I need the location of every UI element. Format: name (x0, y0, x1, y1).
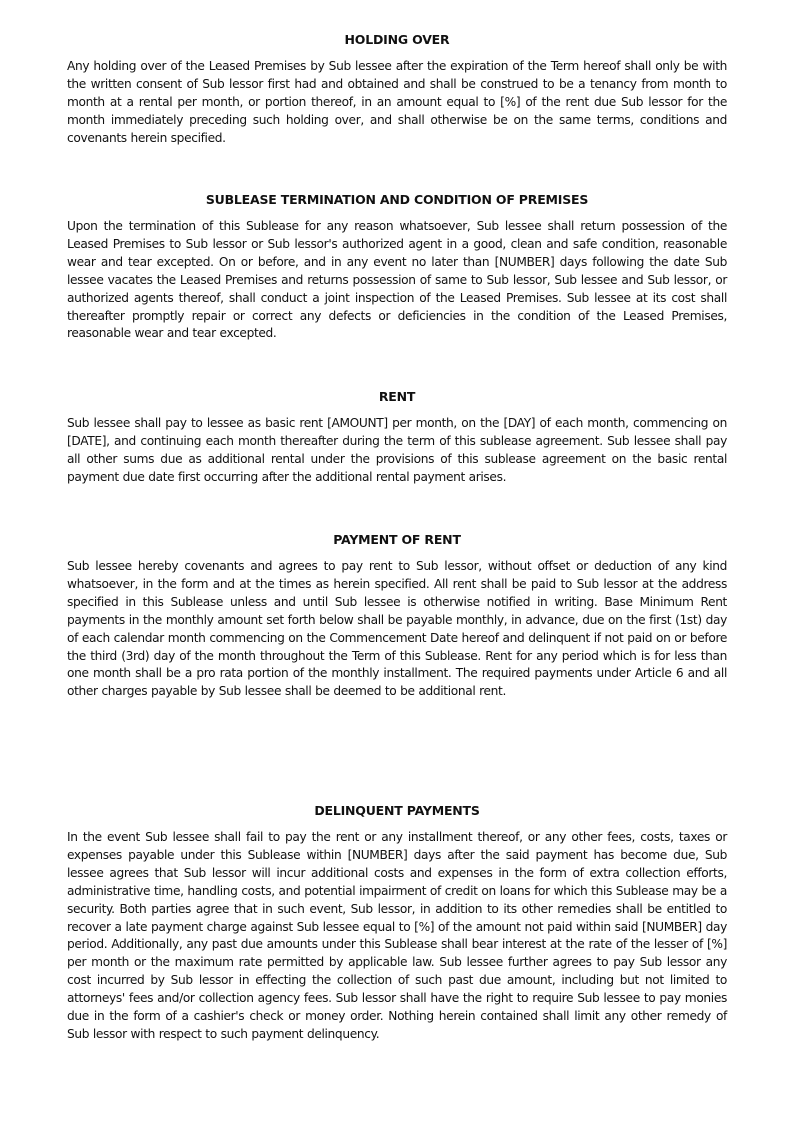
section-payment-of-rent (67, 531, 727, 701)
section-paragraph: Upon the termination of this Sublease for any reason whatsoever, Sub lessee shall return possession of the Leased Premises to Sub lessor or Sub lessor's authorized agent in a good, clean and safe condition, reasonable wear and tear excepted. On or before, and in any event no later than [NUMBER] days following the date Sub lessee vacates the Leased Premises and returns possession of same to Sub lessor, Sub lessee and Sub lessor, or authorized agents thereof, shall conduct a joint inspection of the Leased Premises. Sub lessee at its cost shall thereafter promptly repair or correct any defects or deficiencies in the condition of the Leased Premises, reasonable wear and tear excepted. (67, 219, 727, 341)
section-holding-over (67, 31, 727, 148)
section-heading: PAYMENT OF RENT (333, 532, 461, 547)
section-paragraph: Any holding over of the Leased Premises by Sub lessee after the expiration of the Term hereof shall only be with the written consent of Sub lessor first had and obtained and shall be construed to be a tenancy from month to month at a rental per month, or portion thereof, in an amount equal to [%] of the rent due Sub lessor for the month immediately preceding such holding over, and shall otherwise be on the same terms, conditions and covenants herein specified. (67, 59, 727, 145)
section-heading: HOLDING OVER (344, 32, 450, 47)
section-paragraph: Sub lessee shall pay to lessee as basic rent [AMOUNT] per month, on the [DAY] of each month, commencing on [DATE], and continuing each month thereafter during the term of this sublease agreement. Sub lessee shall pay all other sums due as additional rental under the provisions of this sublease agreement on the basic rental payment due date first occurring after the additional rental payment arises. (67, 416, 727, 484)
section-sublease-termination (67, 191, 727, 343)
section-paragraph: In the event Sub lessee shall fail to pay the rent or any installment thereof, or any other fees, costs, taxes or expenses payable under this Sublease within [NUMBER] days after the said payment has become due, Sub lessee agrees that Sub lessor will incur additional costs and expenses in the form of extra collection efforts, administrative time, handling costs, and potential impairment of credit on loans for which this Sublease may be a security. Both parties agree that in such event, Sub lessor, in addition to its other remedies shall be entitled to recover a late payment charge against Sub lessee equal to [%] of the amount not paid within said [NUMBER] day period. Additionally, any past due amounts under this Sublease shall bear interest at the rate of the lesser of [%] per month or the maximum rate permitted by applicable law. Sub lessee further agrees to pay Sub lessor any cost incurred by Sub lessor in effecting the collection of such past due amount, including but not limited to attorneys' fees and/or collection agency fees. Sub lessor shall have the right to require Sub lessee to pay monies due in the form of a cashier's check or money order. Nothing herein contained shall limit any other remedy of Sub lessor with respect to such payment delinquency. (67, 830, 727, 1041)
section-heading: DELINQUENT PAYMENTS (314, 803, 480, 818)
section-rent (67, 388, 727, 487)
section-paragraph: Sub lessee hereby covenants and agrees to pay rent to Sub lessor, without offset or deduction of any kind whatsoever, in the form and at the times as herein specified. All rent shall be paid to Sub lessor at the address specified in this Sublease unless and until Sub lessee is otherwise notified in writing. Base Minimum Rent payments in the monthly amount set forth below shall be payable monthly, in advance, due on the first (1st) day of each calendar month commencing on the Commencement Date hereof and delinquent if not paid on or before the third (3rd) day of the month throughout the Term of this Sublease. Rent for any period which is for less than one month shall be a pro rata portion of the monthly installment. The required payments under Article 6 and all other charges payable by Sub lessee shall be deemed to be additional rent. (67, 559, 727, 699)
section-delinquent-payments (67, 802, 727, 1044)
section-heading: SUBLEASE TERMINATION AND CONDITION OF PREMISES (205, 192, 589, 207)
section-heading: RENT (378, 389, 416, 404)
